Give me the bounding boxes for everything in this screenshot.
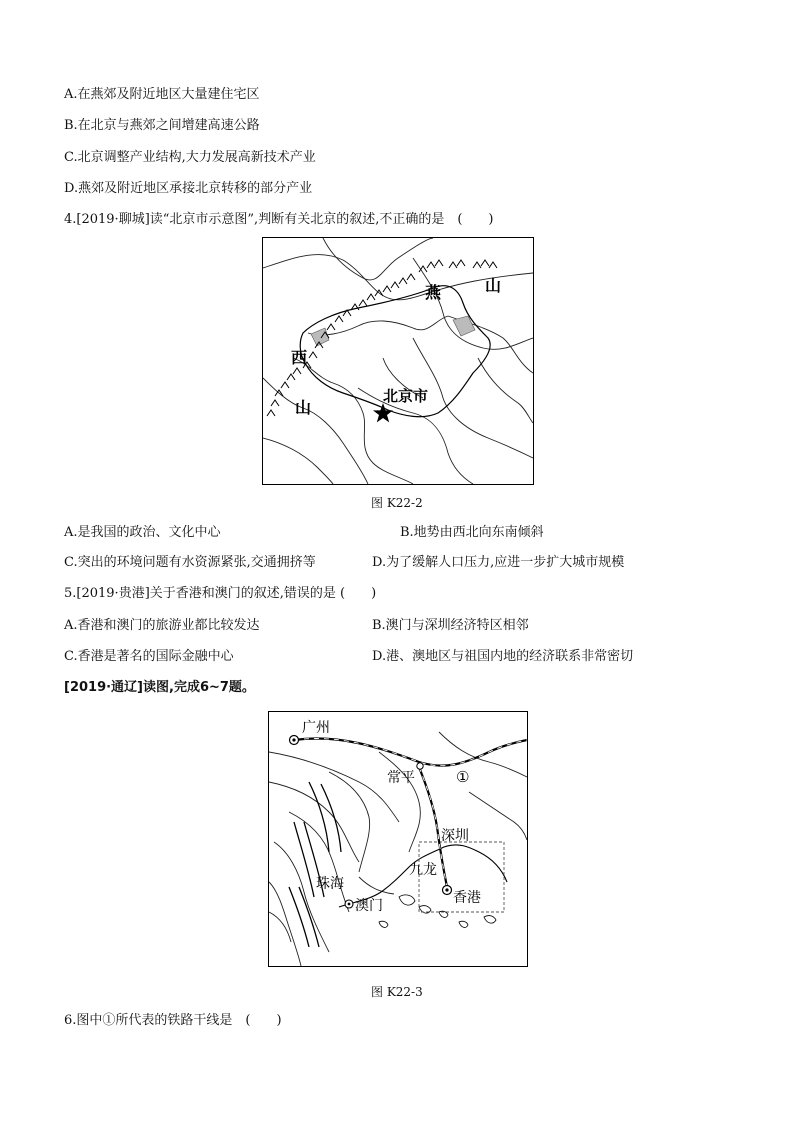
q4-option-c: C.突出的环境问题有水资源紧张,交通拥挤等 (64, 555, 316, 570)
q4-stem: 4.[2019·聊城]读“北京市示意图”,判断有关北京的叙述,不正确的是 ( ) (64, 212, 494, 227)
q6-stem: 6.图中①所代表的铁路干线是 ( ) (64, 1013, 282, 1028)
label-shan-west: 山 (295, 398, 312, 417)
q5-stem: 5.[2019·贵港]关于香港和澳门的叙述,错误的是 ( ) (64, 586, 377, 601)
figure-caption-k22-2: 图 K22-2 (371, 496, 423, 510)
label-aomen: 澳门 (355, 898, 383, 914)
q3-option-b: B.在北京与燕郊之间增建高速公路 (64, 118, 260, 133)
figure-caption-k22-3: 图 K22-3 (371, 985, 423, 999)
changping-marker-icon (417, 763, 423, 769)
q4-option-b: B.地势由西北向东南倾斜 (400, 525, 544, 540)
label-shan-northeast: 山 (485, 276, 502, 295)
q3-option-c: C.北京调整产业结构,大力发展高新技术产业 (64, 150, 316, 165)
q5-option-d: D.港、澳地区与祖国内地的经济联系非常密切 (372, 649, 634, 664)
label-railway-one: ① (456, 768, 470, 786)
label-yan: 燕 (425, 283, 442, 302)
label-zhuhai: 珠海 (316, 876, 344, 892)
q5-option-a: A.香港和澳门的旅游业都比较发达 (64, 618, 260, 633)
prd-map-drawing (269, 712, 527, 966)
q4-option-d: D.为了缓解人口压力,应进一步扩大城市规模 (372, 555, 625, 570)
label-shenzhen: 深圳 (441, 828, 469, 844)
capital-star-icon (373, 403, 393, 422)
q5-option-c: C.香港是著名的国际金融中心 (64, 649, 234, 664)
q4-option-a: A.是我国的政治、文化中心 (64, 525, 221, 540)
beijing-map (262, 237, 534, 485)
q5-option-b: B.澳门与深圳经济特区相邻 (372, 618, 529, 633)
label-xi: 西 (291, 348, 308, 367)
q3-option-d: D.燕郊及附近地区承接北京转移的部分产业 (64, 181, 313, 196)
pearl-river-delta-map (268, 711, 528, 967)
label-guangzhou: 广州 (302, 720, 330, 736)
label-xianggang: 香港 (453, 890, 481, 906)
label-jiulong: 九龙 (409, 862, 437, 878)
beijing-map-drawing (263, 238, 533, 484)
group-intro-6-7: [2019·通辽]读图,完成6~7题。 (64, 680, 255, 695)
q3-option-a: A.在燕郊及附近地区大量建住宅区 (64, 87, 260, 102)
label-beijing: 北京市 (383, 387, 429, 405)
label-changping: 常平 (387, 770, 415, 786)
